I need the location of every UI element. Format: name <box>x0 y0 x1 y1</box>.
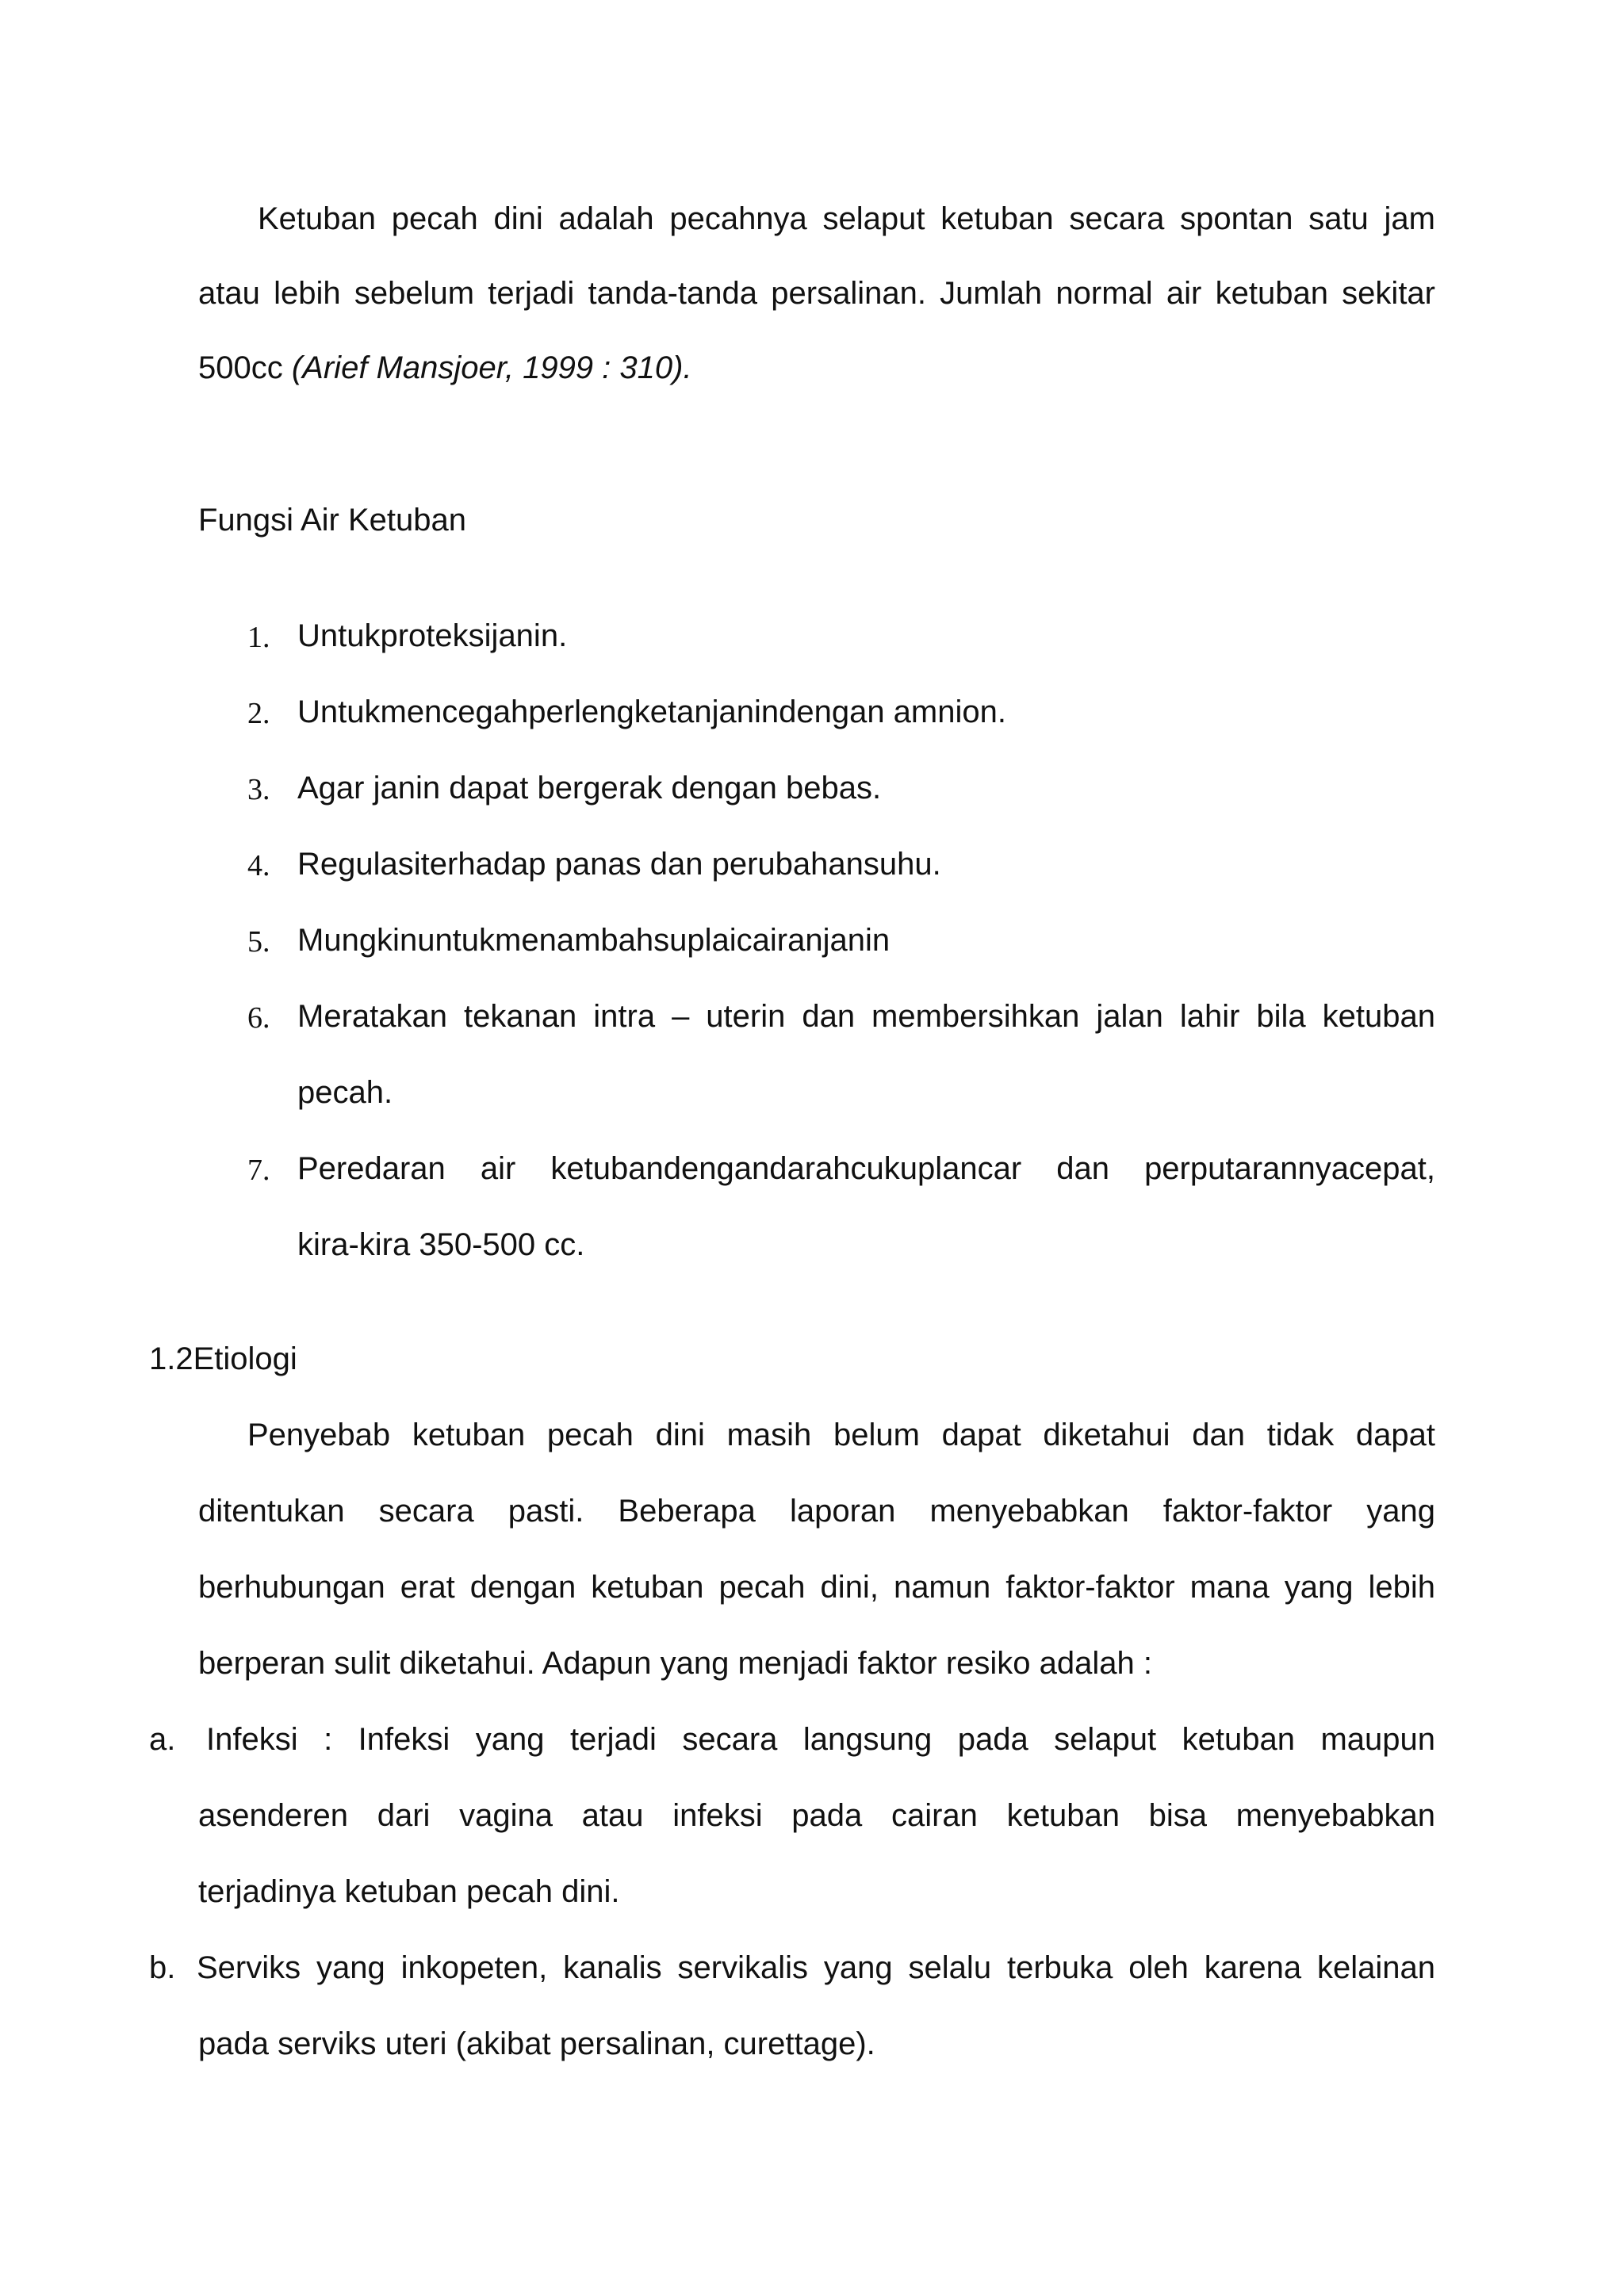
fungsi-heading: Fungsi Air Ketuban <box>198 503 466 538</box>
factor-line: terjadinya ketuban pecah dini. <box>198 1874 620 1909</box>
factor-label: a. <box>149 1722 176 1757</box>
list-number: 6. <box>247 1001 270 1035</box>
intro-line-3-prefix: 500cc <box>198 350 292 385</box>
factor-line: asenderen dari vagina atau infeksi pada cairan ketuban bisa menyebabkan <box>198 1798 1435 1833</box>
list-item: Agar janin dapat bergerak dengan bebas. <box>297 771 882 806</box>
list-item: Meratakan tekanan intra – uterin dan membersihkan jalan lahir bila ketuban <box>297 999 1435 1034</box>
list-item: Untukmencegahperlengketanjanindengan amnion. <box>297 695 1006 729</box>
factor-line: Infeksi : Infeksi yang terjadi secara langsung pada selaput ketuban maupun <box>206 1722 1435 1757</box>
list-number: 2. <box>247 697 270 730</box>
list-item-continuation: kira-kira 350-500 cc. <box>297 1227 585 1262</box>
intro-line-3 <box>198 349 692 387</box>
list-number: 5. <box>247 925 270 959</box>
intro-line-2: atau lebih sebelum terjadi tanda-tanda persalinan. Jumlah normal air ketuban sekitar <box>198 276 1435 311</box>
etiologi-line-1: Penyebab ketuban pecah dini masih belum dapat diketahui dan tidak dapat <box>247 1418 1435 1452</box>
list-number: 7. <box>247 1154 270 1187</box>
factor-line: Serviks yang inkopeten, kanalis servikalis yang selalu terbuka oleh karena kelainan <box>197 1950 1435 1985</box>
citation: (Arief Mansjoer, 1999 : 310). <box>291 350 692 385</box>
list-number: 4. <box>247 849 270 882</box>
list-item: Untukproteksijanin. <box>297 618 568 653</box>
factor-line: pada serviks uteri (akibat persalinan, curettage). <box>198 2026 875 2061</box>
list-item: Mungkinuntukmenambahsuplaicairanjanin <box>297 923 891 958</box>
list-item: Peredaran air ketubandengandarahcukuplancar dan perputarannyacepat, <box>297 1151 1435 1186</box>
etiologi-line-4: berperan sulit diketahui. Adapun yang menjadi faktor resiko adalah : <box>198 1646 1152 1681</box>
factor-label: b. <box>149 1950 176 1985</box>
etiologi-heading: 1.2Etiologi <box>149 1341 297 1376</box>
etiologi-line-3: berhubungan erat dengan ketuban pecah dini, namun faktor-faktor mana yang lebih <box>198 1570 1435 1605</box>
list-number: 1. <box>247 621 270 654</box>
list-number: 3. <box>247 773 270 806</box>
list-item-continuation: pecah. <box>297 1075 393 1110</box>
intro-line-1: Ketuban pecah dini adalah pecahnya selaput ketuban secara spontan satu jam <box>258 201 1435 236</box>
etiologi-line-2: ditentukan secara pasti. Beberapa laporan menyebabkan faktor-faktor yang <box>198 1494 1435 1529</box>
list-item: Regulasiterhadap panas dan perubahansuhu. <box>297 847 941 882</box>
